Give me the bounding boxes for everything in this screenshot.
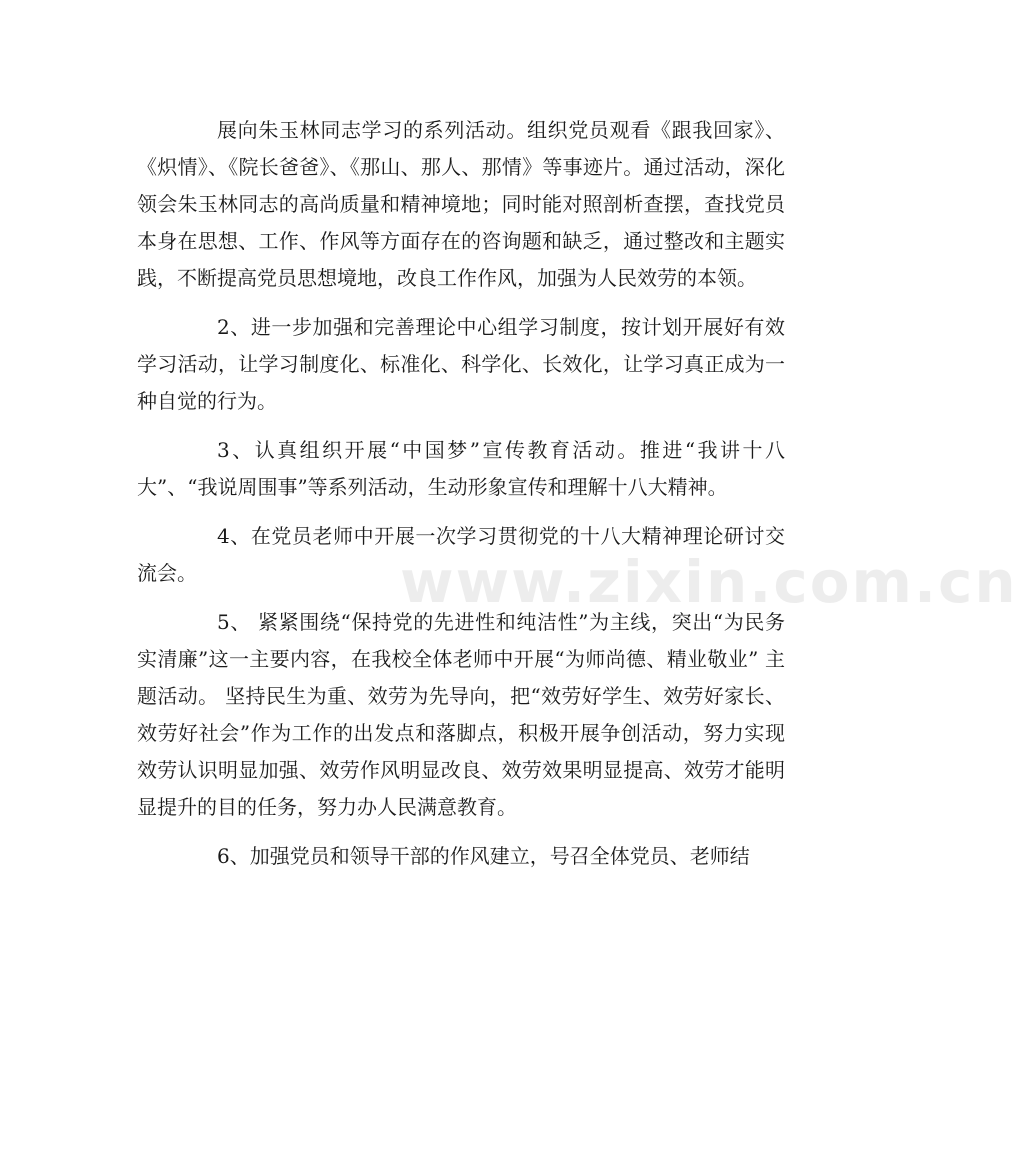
paragraph-3: 3、认真组织开展“中国梦”宣传教育活动。推进“我讲十八大”、“我说周围事”等系列活动，生动形象宣传和理解十八大精神。 <box>137 438 785 499</box>
paragraph-2: 2、进一步加强和完善理论中心组学习制度，按计划开展好有效学习活动，让学习制度化、标准化、科学化、长效化，让学习真正成为一种自觉的行为。 <box>137 315 785 413</box>
paragraph-6: 6、加强党员和领导干部的作风建立，号召全体党员、老师结 <box>217 844 750 868</box>
paragraph-5: 5、 紧紧围绕“保持党的先进性和纯洁性”为主线，突出“为民务实清廉”这一主要内容，在我校全体老师中开展“为师尚德、精业敬业” 主题活动。 坚持民生为重、效劳为先导向，把“效劳好学生、效劳好家长、效劳好社会”作为工作的出发点和落脚点，积极开展争创活动，努力实现效劳认识明显加强、效劳作风明显改良、效劳效果明显提高、效劳才能明显提升的目的任务，努力办人民满意教育。 <box>137 610 785 819</box>
document-body <box>137 112 785 887</box>
paragraph-4: 4、在党员老师中开展一次学习贯彻党的十八大精神理论研讨交流会。 <box>137 524 785 585</box>
paragraph-1: 展向朱玉林同志学习的系列活动。组织党员观看《跟我回家》、《炽情》、《院长爸爸》、《那山、那人、那情》等事迹片。通过活动，深化领会朱玉林同志的高尚质量和精神境地；同时能对照剖析查摆，查找党员本身在思想、工作、作风等方面存在的咨询题和缺乏，通过整改和主题实践，不断提高党员思想境地，改良工作作风，加强为人民效劳的本领。 <box>137 118 785 290</box>
watermark-text: www.zixin.com.cn <box>400 548 1018 616</box>
